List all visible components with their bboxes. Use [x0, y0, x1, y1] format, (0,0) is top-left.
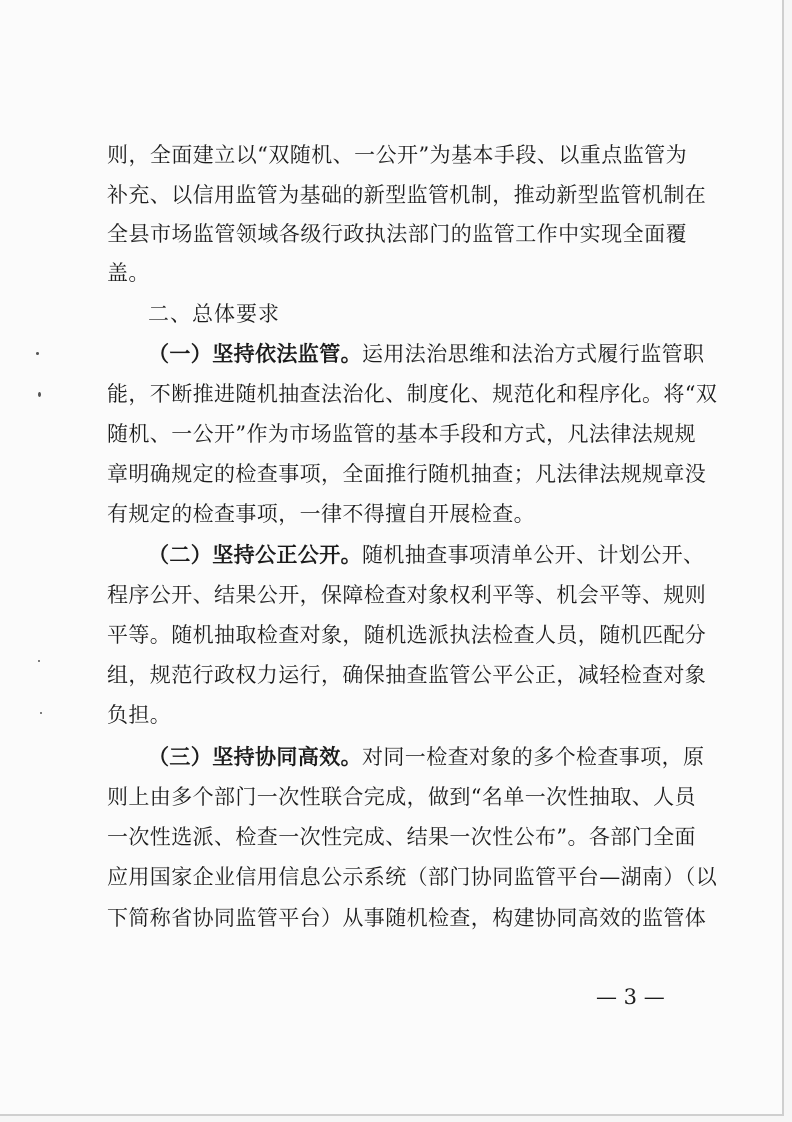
paragraph-3-line-5: 下简称省协同监管平台）从事随机检查，构建协同高效的监管体 [107, 906, 707, 930]
section-heading: 二、总体要求 [148, 302, 280, 326]
paragraph-2-line-2: 程序公开、结果公开，保障检查对象权利平等、机会平等、规则 [107, 583, 707, 607]
paragraph-3-lead: （三）坚持协同高效。 [148, 745, 362, 769]
paragraph-1-first-rest: 运用法治思维和法治方式履行监管职 [362, 342, 705, 366]
scan-speck [36, 352, 39, 355]
paragraph-2-line-3: 平等。随机抽取检查对象，随机选派执法检查人员，随机匹配分 [107, 623, 707, 647]
paragraph-2-first-line [148, 540, 705, 570]
paragraph-3-first-line [148, 742, 705, 772]
scan-speck [40, 712, 42, 714]
paragraph-1-line-2: 能，不断推进随机抽查法治化、制度化、规范化和程序化。将“双 [107, 382, 718, 406]
paragraph-3-line-4: 应用国家企业信用信息公示系统（部门协同监管平台—湖南）（以 [107, 865, 718, 889]
paragraph-1-first-line [148, 339, 705, 369]
paragraph-1-line-4: 章明确规定的检查事项，全面推行随机抽查；凡法律法规规章没 [107, 462, 707, 486]
paragraph-2-first-rest: 随机抽查事项清单公开、计划公开、 [362, 543, 705, 567]
intro-line-3: 全县市场监管领域各级行政执法部门的监管工作中实现全面覆 [107, 222, 687, 246]
paragraph-2-lead: （二）坚持公正公开。 [148, 543, 362, 567]
intro-line-1: 则，全面建立以“双随机、一公开”为基本手段、以重点监管为 [107, 143, 687, 167]
intro-line-2: 补充、以信用监管为基础的新型监管机制，推动新型监管机制在 [107, 183, 707, 207]
intro-line-4: 盖。 [107, 261, 150, 285]
scan-speck [38, 392, 41, 397]
paragraph-1-line-5: 有规定的检查事项，一律不得擅自开展检查。 [107, 502, 535, 526]
scan-speck [38, 660, 40, 662]
paragraph-3-line-3: 一次性选派、检查一次性完成、结果一次性公布”。各部门全面 [107, 825, 696, 849]
paragraph-3-line-2: 则上由多个部门一次性联合完成，做到“名单一次性抽取、人员 [107, 785, 696, 809]
page-number: — 3 — [596, 985, 665, 1009]
paragraph-1-line-3: 随机、一公开”作为市场监管的基本手段和方式，凡法律法规规 [107, 422, 696, 446]
paragraph-2-line-5: 负担。 [107, 703, 172, 727]
paragraph-3-first-rest: 对同一检查对象的多个检查事项，原 [362, 745, 705, 769]
paragraph-1-lead: （一）坚持依法监管。 [148, 342, 362, 366]
paragraph-2-line-4: 组，规范行政权力运行，确保抽查监管公平公正，减轻检查对象 [107, 663, 707, 687]
